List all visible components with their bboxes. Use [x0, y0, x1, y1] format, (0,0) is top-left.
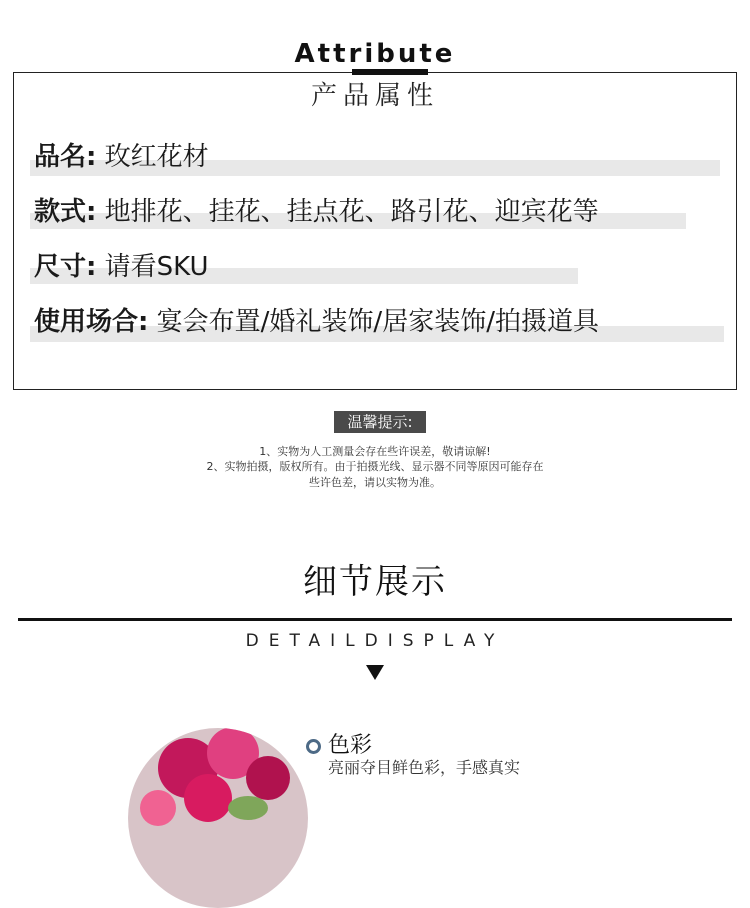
down-triangle-icon: [366, 665, 384, 680]
attribute-key: 使用场合:: [34, 307, 149, 337]
flower-photo: [128, 728, 308, 908]
attribute-key: 款式:: [34, 197, 97, 227]
detail-title-en: DETAILDISPLAY: [245, 631, 505, 651]
attribute-value: 地排花、挂花、挂点花、路引花、迎宾花等: [104, 197, 599, 227]
tip-label: 温馨提示:: [334, 411, 426, 433]
attribute-key: 尺寸:: [34, 252, 97, 282]
feature-title: 色彩: [328, 733, 373, 758]
tip-line: 1、实物为人工测量会存在些许误差，敬请谅解!: [259, 445, 491, 458]
feature-description: 亮丽夺目鲜色彩，手感真实: [328, 758, 521, 777]
attribute-value: 玫红花材: [104, 142, 209, 172]
attribute-frame: [13, 72, 737, 390]
bullet-circle-icon: [306, 739, 321, 754]
attribute-value: 请看SKU: [104, 252, 209, 282]
attribute-value: 宴会布置/婚礼装饰/居家装饰/拍摄道具: [156, 307, 599, 337]
attribute-row-name: [34, 141, 209, 173]
detail-title-cn: 细节展示: [303, 562, 447, 602]
attribute-title-en: Attribute: [294, 39, 456, 69]
attribute-title-cn: 产品属性: [310, 81, 439, 111]
tip-line: 2、实物拍摄，版权所有。由于拍摄光线、显示器不同等原因可能存在: [206, 460, 544, 473]
attribute-row-usage: [34, 306, 599, 338]
tip-line: 些许色差，请以实物为准。: [309, 476, 441, 489]
attribute-row-style: [34, 196, 599, 228]
attribute-title-bar: [352, 69, 428, 75]
detail-divider: [18, 618, 732, 621]
attribute-key: 品名:: [34, 142, 97, 172]
attribute-row-size: [34, 251, 209, 283]
